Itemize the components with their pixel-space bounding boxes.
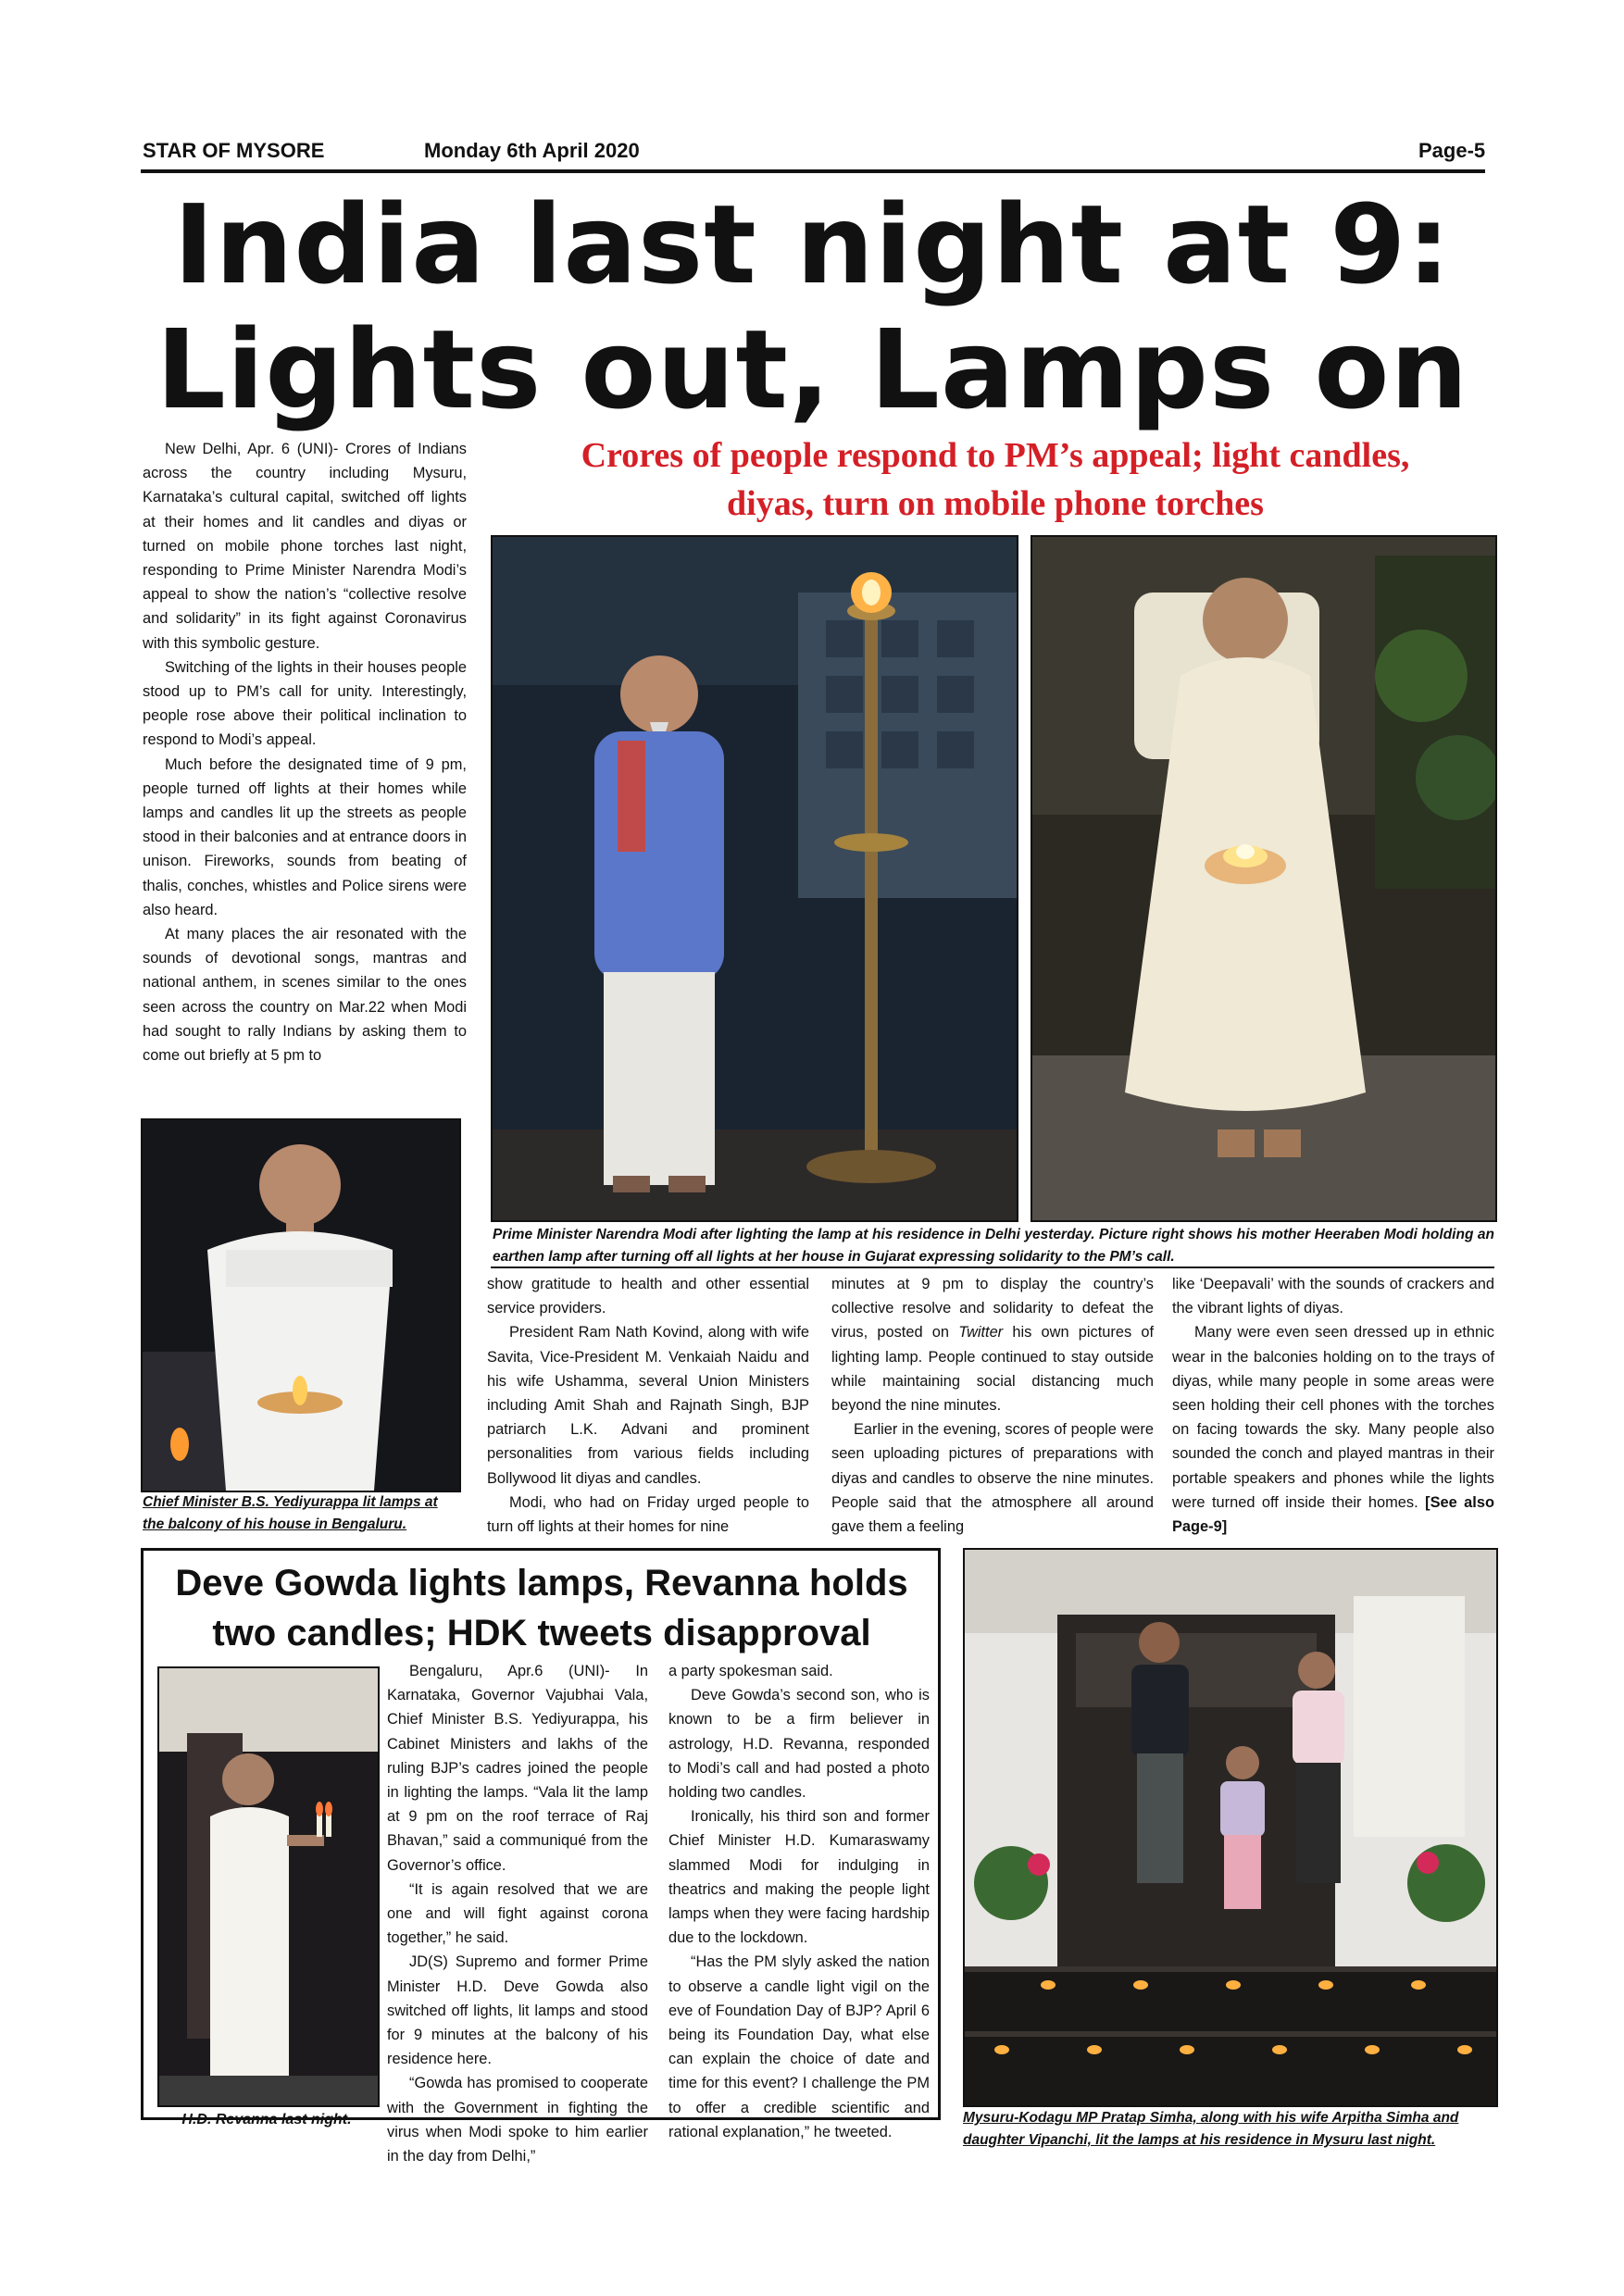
box-headline-line-1: Deve Gowda lights lamps, Revanna holds — [175, 1563, 908, 1603]
paragraph: Much before the designated time of 9 pm, people turned off lights at their homes while lamps and candles lit up the streets as people stood in their balconies and at entrance doors in unison. Fireworks, sounds from beating of thalis, conches, whistles and Police sirens were also heard. — [143, 755, 467, 918]
headline-line-2: Lights out, Lamps on — [156, 306, 1469, 433]
paragraph: New Delhi, Apr. 6 (UNI)- Crores of Indians across the country including Mysuru, Karnataka’s cultural capital, switched off lights at their homes and lit candles and diyas or turned on mobile phone torches last night, responding to Prime Minister Narendra Modi’s appeal to show the nation’s “collective resolve and solidarity” in its fight against Coronavirus with this symbolic gesture. — [143, 441, 467, 652]
modi-lamp-photo — [491, 535, 1018, 1222]
issue-date: Monday 6th April 2020 — [424, 139, 640, 162]
paragraph: “It is again resolved that we are one and will fight against corona together,” he said. — [387, 1880, 648, 1947]
see-also-reference[interactable]: [See also Page-9] — [1172, 1493, 1494, 1536]
main-story-column-3 — [831, 1272, 1154, 1539]
twitter-word: Twitter — [958, 1324, 1004, 1341]
paragraph: “Gowda has promised to cooperate with the Government in fighting the virus when Modi spoke to him earlier in the day from Delhi,” — [387, 2075, 648, 2165]
revanna-caption: H.D. Revanna last night. — [181, 2112, 352, 2128]
paragraph: show gratitude to health and other essential service providers. — [487, 1276, 809, 1317]
heeraben-lamp-photo — [1031, 535, 1497, 1222]
box-story-column-2 — [668, 1659, 930, 2144]
paragraph: Deve Gowda’s second son, who is known to be a firm believer in astrology, H.D. Revanna, responded to Modi’s call and had posted a photo holding two candles. — [668, 1687, 930, 1802]
paragraph: JD(S) Supremo and former Prime Minister H.D. Deve Gowda also switched off lights, lit lamps and stood for 9 minutes at the balcony of his residence here. — [387, 1953, 648, 2068]
main-story-left-column — [143, 437, 467, 1067]
paragraph: a party spokesman said. — [668, 1663, 833, 1679]
deck-line-1: Crores of people respond to PM’s appeal; light candles, — [581, 436, 1410, 475]
text-run: his own pictures of lighting lamp. People continued to stay outside while maintaining social distancing much beyond the nine minutes. — [831, 1324, 1155, 1415]
paragraph: At many places the air resonated with the sounds of devotional songs, mantras and national anthem, in scenes similar to the ones seen across the country on Mar.22 when Modi had sought to rally Indians by asking them to come out briefly at 5 pm to — [143, 926, 467, 1065]
box-story-column-1 — [387, 1659, 648, 2168]
paragraph: Bengaluru, Apr.6 (UNI)- In Karnataka, Governor Vajubhai Vala, Chief Minister B.S. Yediyurappa, his Cabinet Ministers and lakhs of the ruling BJP’s cadres joined the people in lighting the lamps. “Vala lit the lamp at 9 pm on the roof terrace of Raj Bhavan,” said a communiqué from the Governor’s office. — [387, 1663, 648, 1874]
text-run: minutes at 9 pm to display the country’s collective resolve and solidarity to defeat the virus, posted on — [831, 1276, 1154, 1341]
header-rule — [141, 169, 1485, 173]
paragraph — [831, 1272, 1154, 1417]
text-run: Many were even seen dressed up in ethnic wear in the balconies holding on to the trays of diyas, while many people in some areas were seen holding their cell phones with the torches on facing towards the sky. Many people also sounded the conch and played mantras in their portable speakers and phones while the lights were turned off inside their homes. — [1172, 1324, 1494, 1511]
caption-rule — [491, 1267, 1494, 1268]
paragraph: “Has the PM slyly asked the nation to observe a candle light vigil on the eve of Foundation Day of BJP? April 6 being its Foundation Day, what else can explain the choice of date and time for this event? I challenge the PM to offer a credible scientific and rational explanation,” he tweeted. — [668, 1953, 930, 2140]
pratap-simha-caption: Mysuru-Kodagu MP Pratap Simha, along with his wife Arpitha Simha and daughter Vipanchi, lit the lamps at his residence in Mysuru last night. — [963, 2110, 1459, 2148]
paper-name: STAR OF MYSORE — [143, 139, 325, 162]
pratap-simha-family-photo — [963, 1548, 1498, 2107]
headline-line-1: India last night at 9: — [173, 181, 1452, 308]
paragraph: President Ram Nath Kovind, along with wife Savita, Vice-President M. Venkaiah Naidu and his wife Ushamma, several Union Ministers including Amit Shah and Rajnath Singh, BJP patriarch L.K. Advani and prominent personalities from various fields including Bollywood lit diyas and candles. — [487, 1324, 809, 1487]
paragraph: Ironically, his third son and former Chief Minister H.D. Kumaraswamy slammed Modi for indulging in theatrics and making the people light lamps when they were facing hardship due to the lockdown. — [668, 1808, 930, 1947]
revanna-candles-photo — [157, 1666, 380, 2107]
paragraph: Earlier in the evening, scores of people were seen uploading pictures of preparations with diyas and candles to observe the nine minutes. People said that the atmosphere all around gave them a feeling — [831, 1421, 1154, 1536]
yediyurappa-lamp-photo — [141, 1118, 461, 1492]
paragraph: like ‘Deepavali’ with the sounds of crackers and the vibrant lights of diyas. — [1172, 1276, 1494, 1317]
main-story-column-2 — [487, 1272, 809, 1539]
page-number: Page-5 — [1418, 139, 1486, 162]
yediyurappa-caption: Chief Minister B.S. Yediyurappa lit lamps at the balcony of his house in Bengaluru. — [143, 1494, 438, 1532]
modi-photo-caption: Prime Minister Narendra Modi after lighting the lamp at his residence in Delhi yesterday. Picture right shows his mother Heeraben Modi holding an earthen lamp after turning off all lights at her house in Gujarat expressing solidarity to the PM’s call. — [493, 1227, 1494, 1265]
main-story-column-4 — [1172, 1272, 1494, 1539]
paragraph: Switching of the lights in their houses people stood up to PM’s call for unity. Interestingly, people rose above their political inclination to respond to Modi’s appeal. — [143, 658, 467, 749]
paragraph — [1172, 1320, 1494, 1539]
box-headline-line-2: two candles; HDK tweets disapproval — [212, 1613, 871, 1653]
deck-line-2: diyas, turn on mobile phone torches — [727, 484, 1264, 523]
paragraph: Modi, who had on Friday urged people to turn off lights at their homes for nine — [487, 1493, 809, 1536]
